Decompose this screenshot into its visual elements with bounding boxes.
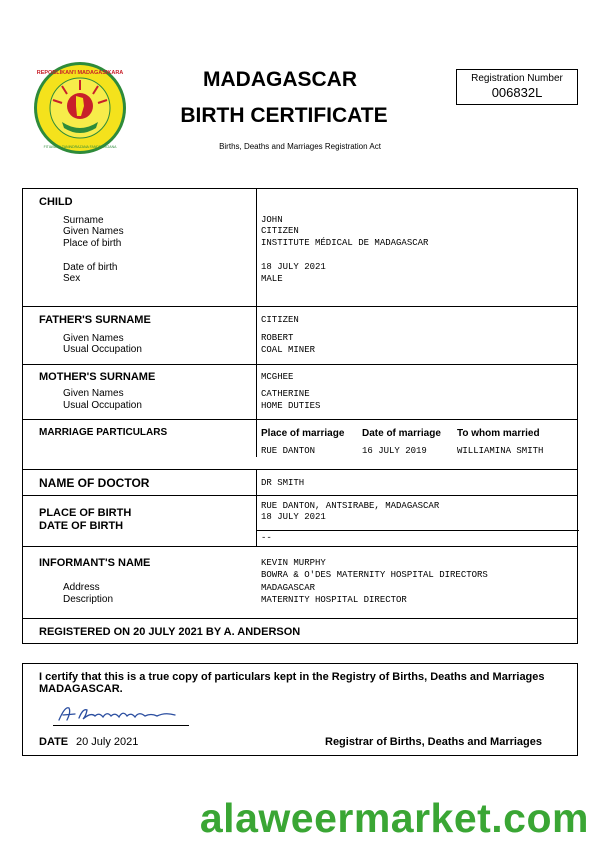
mother-occupation-value: HOME DUTIES <box>261 401 321 411</box>
marriage-whom-header: To whom married <box>457 428 540 439</box>
child-sex-label: Sex <box>63 273 81 284</box>
certification-date-value: 20 July 2021 <box>76 736 139 748</box>
country-title: MADAGASCAR <box>203 68 357 91</box>
informant-address-label: Address <box>63 582 100 593</box>
child-sex-value: MALE <box>261 274 283 284</box>
certification-box <box>22 663 578 756</box>
father-occupation-label: Usual Occupation <box>63 344 142 355</box>
father-occupation-value: COAL MINER <box>261 345 316 355</box>
row-divider <box>23 546 577 547</box>
doctor-value: DR SMITH <box>261 478 305 488</box>
marriage-place-value: RUE DANTON <box>261 446 316 456</box>
certification-date-label: DATE <box>39 736 69 748</box>
mother-given-value: CATHERINE <box>261 389 310 399</box>
marriage-date-header: Date of marriage <box>362 428 441 439</box>
date-of-birth-heading: DATE OF BIRTH <box>39 520 124 532</box>
seal-text-bottom: FITIAVANA TANINDRAZANA FANDROSOANA <box>43 145 117 149</box>
child-surname-label: Surname <box>63 215 104 226</box>
mother-surname-value: MCGHEE <box>261 372 294 382</box>
particulars-table <box>22 188 578 644</box>
child-given-label: Given Names <box>63 226 124 237</box>
father-given-value: ROBERT <box>261 333 294 343</box>
informant-name-value: KEVIN MURPHY <box>261 558 326 568</box>
document-title: BIRTH CERTIFICATE <box>180 104 388 127</box>
date-of-birth-value: 18 JULY 2021 <box>261 512 326 522</box>
informant-organisation-value: BOWRA & O'DES MATERNITY HOSPITAL DIRECTORS <box>261 570 488 580</box>
registration-number-label: Registration Number <box>471 73 563 84</box>
seal-text-top: REPOBLIKAN'I MADAGASIKARA <box>36 70 124 76</box>
certification-text: I certify that this is a true copy of particulars kept in the Registry of Births, Deaths and Marriages MADAGASCAR. <box>39 671 545 695</box>
child-given-value: CITIZEN <box>261 226 299 236</box>
informant-address-value: MADAGASCAR <box>261 583 316 593</box>
marriage-heading: MARRIAGE PARTICULARS <box>39 427 168 438</box>
row-divider <box>23 618 577 619</box>
place-of-birth-heading: PLACE OF BIRTH <box>39 507 132 519</box>
child-pob-value: INSTITUTE MÉDICAL DE MADAGASCAR <box>261 238 429 248</box>
registration-number: 006832L <box>491 85 543 100</box>
registrar-title: Registrar of Births, Deaths and Marriages <box>325 736 543 748</box>
registrar-signature <box>53 702 193 724</box>
signature-line <box>53 725 189 726</box>
registration-number-box <box>456 69 578 105</box>
row-divider <box>23 364 577 365</box>
marriage-place-header: Place of marriage <box>261 428 345 439</box>
informant-description-label: Description <box>63 594 114 605</box>
mother-given-label: Given Names <box>63 388 124 399</box>
date-of-birth-divider <box>257 530 579 531</box>
marriage-whom-value: WILLIAMINA SMITH <box>457 446 544 456</box>
father-given-label: Given Names <box>63 333 124 344</box>
place-of-birth-value: RUE DANTON, ANTSIRABE, MADAGASCAR <box>261 501 440 511</box>
registered-line: REGISTERED ON 20 JULY 2021 BY A. ANDERSON <box>39 626 301 638</box>
mother-heading: MOTHER'S SURNAME <box>39 371 156 383</box>
child-pob-label: Place of birth <box>63 238 122 249</box>
father-heading: FATHER'S SURNAME <box>39 314 151 326</box>
row-divider <box>23 495 577 496</box>
child-heading: CHILD <box>39 196 73 208</box>
informant-description-value: MATERNITY HOSPITAL DIRECTOR <box>261 595 407 605</box>
watermark: alaweermarket.com <box>199 795 589 841</box>
row-divider <box>23 419 577 420</box>
row-divider <box>23 469 577 470</box>
column-divider-lower <box>256 470 257 547</box>
date-of-birth-extra: -- <box>261 533 272 543</box>
marriage-date-value: 16 JULY 2019 <box>362 446 427 456</box>
child-surname-value: JOHN <box>261 215 283 225</box>
father-surname-value: CITIZEN <box>261 315 299 325</box>
mother-occupation-label: Usual Occupation <box>63 400 142 411</box>
registration-act: Births, Deaths and Marriages Registration Act <box>219 142 381 151</box>
madagascar-seal <box>32 60 128 156</box>
row-divider <box>23 306 577 307</box>
doctor-heading: NAME OF DOCTOR <box>39 476 150 490</box>
child-dob-label: Date of birth <box>63 262 118 273</box>
informant-heading: INFORMANT'S NAME <box>39 557 151 569</box>
column-divider <box>256 189 257 457</box>
child-dob-value: 18 JULY 2021 <box>261 262 326 272</box>
